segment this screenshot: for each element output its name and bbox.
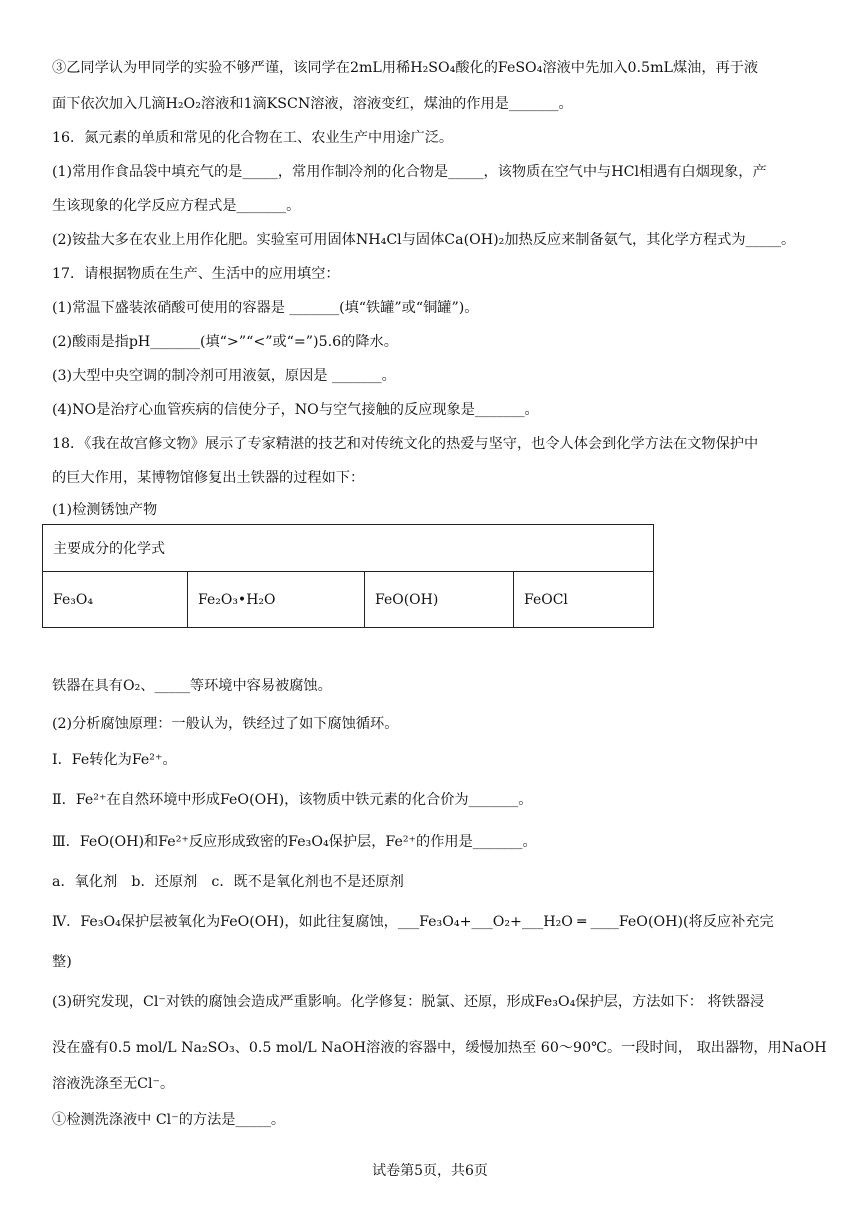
rust-products-table <box>42 524 654 628</box>
page-footer: 试卷第5页，共6页 <box>372 1163 488 1179</box>
step-iii: Ⅲ．FeO(OH)和Fe²⁺反应形成致密的Fe₃O₄保护层，Fe²⁺的作用是_______。 <box>52 834 537 850</box>
question-18-title: 18．《我在故宫修文物》展示了专家精湛的技艺和对传统文化的热爱与坚守，也令人体会到化学方法在文物保护中 <box>52 436 759 452</box>
question-18-part-2: (2)分析腐蚀原理：一般认为，铁经过了如下腐蚀循环。 <box>52 716 399 732</box>
question-16-part-1: (1)常用作食品袋中填充气的是_____，常用作制冷剂的化合物是_____，该物质在空气中与HCl相遇有白烟现象，产 <box>52 164 767 180</box>
question-17-title: 17．请根据物质在生产、生活中的应用填空： <box>52 266 340 282</box>
question-18-part-3-cont2: 溶液洗涤至无Cl⁻。 <box>52 1076 175 1092</box>
table-cell: Fe₂O₃•H₂O <box>188 572 365 628</box>
table-cell: Fe₃O₄ <box>43 572 188 628</box>
question-18-title-cont: 的巨大作用，某博物馆修复出土铁器的过程如下： <box>52 470 365 486</box>
question-18-part-3-sub-1: ①检测洗涤液中 Cl⁻的方法是_____。 <box>52 1112 286 1128</box>
question-16-part-2: (2)铵盐大多在农业上用作化肥。实验室可用固体NH₄Cl与固体Ca(OH)₂加热反应来制备氨气，其化学方程式为_____。 <box>52 232 796 248</box>
text-line-1: ③乙同学认为甲同学的实验不够严谨，该同学在2mL用稀H₂SO₄酸化的FeSO₄溶液中先加入0.5mL煤油，再于液 <box>52 60 759 76</box>
step-iv-cont: 整) <box>52 954 72 970</box>
table-cell: FeOCl <box>514 572 654 628</box>
choice-options: a．氧化剂 b．还原剂 c．既不是氧化剂也不是还原剂 <box>52 874 404 890</box>
text-line-environment: 铁器在具有O₂、_____等环境中容易被腐蚀。 <box>52 678 332 694</box>
question-16-part-1-cont: 生该现象的化学反应方程式是_______。 <box>52 198 301 214</box>
question-18-part-3: (3)研究发现，Cl⁻对铁的腐蚀会造成严重影响。化学修复：脱氯、还原，形成Fe₃O₄保护层，方法如下： 将铁器浸 <box>52 994 765 1010</box>
table-header: 主要成分的化学式 <box>43 525 654 572</box>
table-cell: FeO(OH) <box>365 572 514 628</box>
question-17-part-1: (1)常温下盛装浓硝酸可使用的容器是 _______(填“铁罐”或“铜罐”)。 <box>52 300 479 316</box>
question-18-part-3-cont: 没在盛有0.5 mol/L Na₂SO₃、0.5 mol/L NaOH溶液的容器中，缓慢加热至 60～90℃。一段时间， 取出器物，用NaOH <box>52 1040 827 1056</box>
question-18-part-1: (1)检测锈蚀产物 <box>52 502 158 518</box>
step-iv: Ⅳ．Fe₃O₄保护层被氧化为FeO(OH)，如此往复腐蚀，___Fe₃O₄+___O₂+___H₂O ═ ____FeO(OH)(将反应补充完 <box>52 914 774 930</box>
question-16-title: 16．氮元素的单质和常见的化合物在工、农业生产中用途广泛。 <box>52 130 454 146</box>
question-17-part-4: (4)NO是治疗心血管疾病的信使分子，NO与空气接触的反应现象是_______。 <box>52 402 539 418</box>
step-ii: Ⅱ．Fe²⁺在自然环境中形成FeO(OH)，该物质中铁元素的化合价为_______。 <box>52 792 533 808</box>
text-line-2: 面下依次加入几滴H₂O₂溶液和1滴KSCN溶液，溶液变红，煤油的作用是_______。 <box>52 96 573 112</box>
question-17-part-3: (3)大型中央空调的制冷剂可用液氨，原因是 _______。 <box>52 368 396 384</box>
question-17-part-2: (2)酸雨是指pH_______(填“>”“<”或“=”)5.6的降水。 <box>52 334 398 350</box>
step-i: Ⅰ．Fe转化为Fe²⁺。 <box>52 752 177 768</box>
